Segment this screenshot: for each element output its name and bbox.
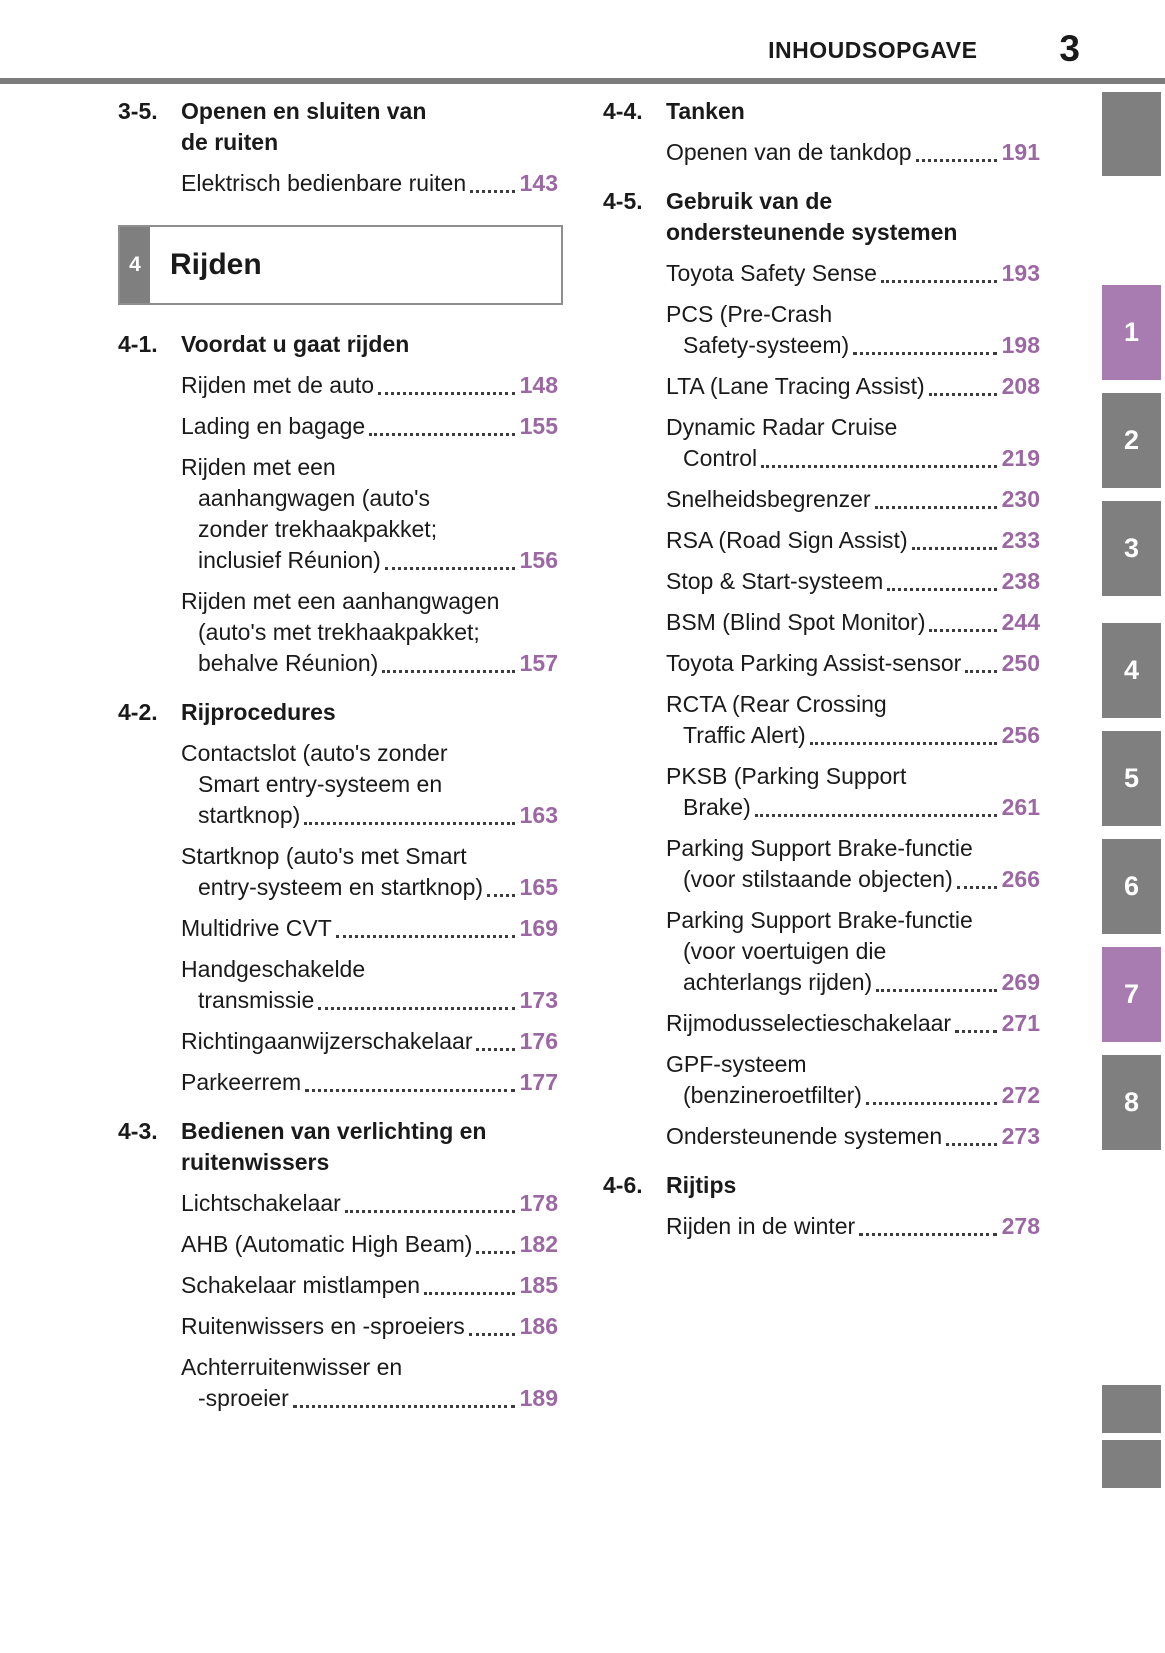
toc-page-number: 198 — [1001, 332, 1040, 358]
toc-entry-last-line — [181, 913, 558, 944]
toc-page-number: 230 — [1001, 486, 1040, 512]
toc-section — [118, 329, 558, 679]
toc-page-number: 261 — [1001, 794, 1040, 820]
toc-entry-text: Parkeerrem — [181, 1069, 302, 1095]
section-entries — [118, 168, 558, 199]
section-title-line: Voordat u gaat rijden — [181, 331, 410, 357]
toc-entry — [666, 1211, 1040, 1242]
toc-page-number: 219 — [1001, 445, 1040, 471]
toc-entry — [181, 586, 558, 679]
toc-entry-text: LTA (Lane Tracing Assist) — [666, 373, 925, 399]
toc-entry — [181, 168, 558, 199]
toc-entry-text: Elektrisch bedienbare ruiten — [181, 170, 467, 196]
toc-page-number: 271 — [1001, 1010, 1040, 1036]
toc-entry — [666, 833, 1040, 895]
toc-entry — [181, 1270, 558, 1301]
toc-page-number: 176 — [519, 1028, 558, 1054]
toc-entry-text: Rijmodusselectieschakelaar — [666, 1010, 952, 1036]
toc-entry — [666, 525, 1040, 556]
section-number: 4-4. — [603, 98, 643, 124]
dot-leader — [912, 547, 997, 550]
toc-page-number: 173 — [519, 987, 558, 1013]
toc-entry-last-line — [181, 648, 558, 679]
toc-entry — [666, 905, 1040, 998]
toc-entry-last-line — [181, 985, 558, 1016]
toc-entry — [181, 411, 558, 442]
toc-entry-last-line — [666, 137, 1040, 168]
toc-section — [603, 186, 1040, 1152]
section-title — [666, 96, 1040, 127]
toc-entry — [181, 1311, 558, 1342]
toc-entry-last-line — [666, 967, 1040, 998]
toc-page-number: 165 — [519, 874, 558, 900]
toc-entry — [666, 566, 1040, 597]
dot-leader — [965, 670, 996, 673]
chapter-tab-5: 5 — [1102, 731, 1161, 826]
toc-entry-text: achterlangs rijden) — [683, 969, 873, 995]
toc-page-number: 266 — [1001, 866, 1040, 892]
toc-entry — [181, 954, 558, 1016]
toc-entry-text: inclusief Réunion) — [198, 547, 381, 573]
toc-entry — [666, 299, 1040, 361]
toc-entry — [181, 1026, 558, 1057]
section-title-line: ondersteunende systemen — [666, 219, 958, 245]
toc-entry-text: startknop) — [198, 802, 301, 828]
toc-entry-last-line — [666, 566, 1040, 597]
toc-entry-text: BSM (Blind Spot Monitor) — [666, 609, 926, 635]
toc-entry-last-line — [181, 1383, 558, 1414]
toc-section — [118, 697, 558, 1098]
toc-right-column — [603, 96, 1040, 1414]
chapter-tab-6: 6 — [1102, 839, 1161, 934]
toc-entry — [181, 370, 558, 401]
dot-leader — [929, 629, 996, 632]
toc-page-number: 178 — [519, 1190, 558, 1216]
toc-entry-line: Rijden met een aanhangwagen — [181, 588, 500, 614]
toc-entry — [181, 452, 558, 576]
toc-entry — [666, 689, 1040, 751]
toc-page-number: 256 — [1001, 722, 1040, 748]
toc-entry — [666, 137, 1040, 168]
toc-entry-text: Brake) — [683, 794, 751, 820]
toc-entry-text: transmissie — [198, 987, 315, 1013]
toc-entry-line: Parking Support Brake-functie — [666, 907, 973, 933]
section-entries — [603, 258, 1040, 1152]
toc-entry-last-line — [666, 607, 1040, 638]
section-title — [666, 1170, 1040, 1201]
toc-entry-text: Openen van de tankdop — [666, 139, 912, 165]
toc-entry-last-line — [666, 258, 1040, 289]
toc-entry-line: Smart entry-systeem en — [198, 771, 443, 797]
toc-entry-line: RCTA (Rear Crossing — [666, 691, 887, 717]
toc-entry-text: Ruitenwissers en -sproeiers — [181, 1313, 465, 1339]
chapter-tab-7: 7 — [1102, 947, 1161, 1042]
toc-entry-last-line — [181, 545, 558, 576]
dot-leader — [293, 1405, 515, 1408]
toc-entry — [181, 1229, 558, 1260]
spine-box-bottom — [1102, 1440, 1161, 1488]
toc-entry-text: RSA (Road Sign Assist) — [666, 527, 908, 553]
toc-entry — [181, 841, 558, 903]
dot-leader — [305, 1089, 514, 1092]
toc-entry-text: behalve Réunion) — [198, 650, 379, 676]
toc-entry — [181, 913, 558, 944]
section-title — [666, 186, 1040, 248]
dot-leader — [378, 392, 515, 395]
toc-entry-text: Schakelaar mistlampen — [181, 1272, 421, 1298]
toc-entry-line: (auto's met trekhaakpakket; — [198, 619, 480, 645]
toc-entry-text: Multidrive CVT — [181, 915, 332, 941]
dot-leader — [755, 814, 997, 817]
toc-entry-text: AHB (Automatic High Beam) — [181, 1231, 473, 1257]
chapter-tab-1: 1 — [1102, 285, 1161, 380]
toc-section — [118, 96, 558, 199]
page-title: INHOUDSOPGAVE — [768, 37, 978, 63]
toc-entry-text: Lading en bagage — [181, 413, 366, 439]
toc-entry-line: zonder trekhaakpakket; — [198, 516, 438, 542]
toc-entry-last-line — [666, 330, 1040, 361]
toc-entry — [666, 484, 1040, 515]
spine-box-bottom — [1102, 1385, 1161, 1433]
toc-entry — [666, 648, 1040, 679]
toc-page-number: 273 — [1001, 1123, 1040, 1149]
section-title-line: de ruiten — [181, 129, 279, 155]
chapter-tab-2: 2 — [1102, 393, 1161, 488]
toc-entry-last-line — [181, 800, 558, 831]
dot-leader — [929, 393, 997, 396]
toc-entry-last-line — [181, 370, 558, 401]
toc-entry-text: -sproeier — [198, 1385, 289, 1411]
section-number: 4-6. — [603, 1172, 643, 1198]
toc-page-number: 156 — [519, 547, 558, 573]
toc-page-number: 208 — [1001, 373, 1040, 399]
toc-entry-last-line — [181, 168, 558, 199]
toc-page-number: 191 — [1001, 139, 1040, 165]
section-entries — [118, 738, 558, 1098]
dot-leader — [853, 352, 996, 355]
toc-entry — [181, 738, 558, 831]
toc-entry-last-line — [666, 1080, 1040, 1111]
toc-entry-text: (benzineroetfilter) — [683, 1082, 862, 1108]
toc-entry-last-line — [666, 484, 1040, 515]
toc-entry-line: Parking Support Brake-functie — [666, 835, 973, 861]
section-title-line: Rijprocedures — [181, 699, 336, 725]
toc-page-number: 155 — [519, 413, 558, 439]
toc-entry-last-line — [666, 371, 1040, 402]
toc-page-number: 272 — [1001, 1082, 1040, 1108]
section-title-line: Gebruik van de — [666, 188, 833, 214]
section-entries — [118, 1188, 558, 1414]
dot-leader — [955, 1030, 997, 1033]
section-entries — [603, 1211, 1040, 1242]
spine-box-top — [1102, 92, 1161, 176]
toc-page-number: 163 — [519, 802, 558, 828]
section-number: 4-2. — [118, 699, 158, 725]
section-title-line: Rijtips — [666, 1172, 737, 1198]
toc-page-number: 185 — [519, 1272, 558, 1298]
toc-page-number: 177 — [519, 1069, 558, 1095]
toc-left-column — [118, 96, 558, 1414]
dot-leader — [385, 567, 515, 570]
toc-entry — [666, 1049, 1040, 1111]
toc-entry-last-line — [666, 1008, 1040, 1039]
header-divider — [0, 78, 1165, 84]
toc-entry — [666, 1121, 1040, 1152]
dot-leader — [424, 1292, 515, 1295]
toc-entry-text: Safety-systeem) — [683, 332, 850, 358]
toc-page-number: 193 — [1001, 260, 1040, 286]
toc-entry-line: Achterruitenwisser en — [181, 1354, 403, 1380]
toc-entry-text: Rijden in de winter — [666, 1213, 856, 1239]
toc-entry-line: aanhangwagen (auto's — [198, 485, 431, 511]
dot-leader — [876, 989, 996, 992]
toc-entry-last-line — [666, 1211, 1040, 1242]
toc-section — [603, 96, 1040, 168]
toc-entry-last-line — [666, 443, 1040, 474]
dot-leader — [304, 822, 514, 825]
section-heading — [603, 96, 1040, 127]
toc-entry-text: Ondersteunende systemen — [666, 1123, 943, 1149]
section-heading — [118, 1116, 558, 1178]
chapter-tab-3: 3 — [1102, 501, 1161, 596]
toc-entry — [181, 1067, 558, 1098]
toc-page-number: 238 — [1001, 568, 1040, 594]
chapter-banner-label: Rijden — [170, 248, 262, 281]
toc-page-number: 143 — [519, 170, 558, 196]
toc-page-number: 157 — [519, 650, 558, 676]
toc-entry — [666, 761, 1040, 823]
toc-entry — [666, 412, 1040, 474]
section-title — [181, 1116, 558, 1178]
dot-leader — [336, 935, 515, 938]
section-number: 4-3. — [118, 1118, 158, 1144]
table-of-contents — [0, 96, 1165, 1414]
toc-entry-text: Rijden met de auto — [181, 372, 375, 398]
section-heading — [118, 96, 558, 158]
dot-leader — [470, 190, 515, 193]
dot-leader — [476, 1048, 514, 1051]
dot-leader — [916, 159, 997, 162]
toc-entry-last-line — [666, 648, 1040, 679]
dot-leader — [318, 1007, 514, 1010]
dot-leader — [957, 886, 997, 889]
section-heading — [118, 329, 558, 360]
toc-section — [118, 1116, 558, 1414]
section-title-line: Bedienen van verlichting en — [181, 1118, 487, 1144]
section-title — [181, 96, 558, 158]
section-heading — [603, 1170, 1040, 1201]
toc-entry-last-line — [666, 792, 1040, 823]
toc-entry-text: Toyota Safety Sense — [666, 260, 877, 286]
section-title-line: Openen en sluiten van — [181, 98, 427, 124]
dot-leader — [761, 465, 996, 468]
page-header — [0, 0, 1165, 78]
toc-entry-line: GPF-systeem — [666, 1051, 807, 1077]
toc-page-number: 169 — [519, 915, 558, 941]
dot-leader — [345, 1210, 515, 1213]
dot-leader — [476, 1251, 514, 1254]
toc-entry-line: Dynamic Radar Cruise — [666, 414, 898, 440]
toc-entry-text: (voor stilstaande objecten) — [683, 866, 953, 892]
toc-entry-last-line — [666, 1121, 1040, 1152]
toc-entry-last-line — [181, 872, 558, 903]
toc-entry-last-line — [181, 1229, 558, 1260]
section-number: 4-1. — [118, 331, 158, 357]
section-title-line: Tanken — [666, 98, 745, 124]
dot-leader — [866, 1102, 997, 1105]
toc-entry — [666, 607, 1040, 638]
toc-entry-last-line — [666, 864, 1040, 895]
section-heading — [603, 186, 1040, 248]
toc-entry-last-line — [181, 1026, 558, 1057]
toc-entry-last-line — [181, 1270, 558, 1301]
toc-section — [603, 1170, 1040, 1242]
toc-entry-last-line — [666, 525, 1040, 556]
toc-page-number: 189 — [519, 1385, 558, 1411]
chapter-tab-8: 8 — [1102, 1055, 1161, 1150]
toc-entry-last-line — [181, 411, 558, 442]
toc-entry-last-line — [666, 720, 1040, 751]
dot-leader — [469, 1333, 515, 1336]
chapter-banner — [118, 225, 563, 305]
toc-entry-text: Snelheidsbegrenzer — [666, 486, 871, 512]
toc-page-number: 148 — [519, 372, 558, 398]
section-entries — [118, 370, 558, 679]
dot-leader — [875, 506, 997, 509]
toc-entry-line: Contactslot (auto's zonder — [181, 740, 448, 766]
toc-entry-line: PKSB (Parking Support — [666, 763, 907, 789]
toc-entry-last-line — [181, 1311, 558, 1342]
toc-page-number: 233 — [1001, 527, 1040, 553]
toc-entry-line: PCS (Pre-Crash — [666, 301, 833, 327]
toc-page-number: 278 — [1001, 1213, 1040, 1239]
section-number: 4-5. — [603, 188, 643, 214]
toc-page-number: 182 — [519, 1231, 558, 1257]
toc-entry-line: Startknop (auto's met Smart — [181, 843, 467, 869]
toc-entry — [666, 371, 1040, 402]
toc-entry — [666, 1008, 1040, 1039]
section-title — [181, 329, 558, 360]
section-entries — [603, 137, 1040, 168]
toc-entry — [181, 1188, 558, 1219]
section-title-line: ruitenwissers — [181, 1149, 330, 1175]
toc-page-number: 250 — [1001, 650, 1040, 676]
dot-leader — [810, 742, 997, 745]
dot-leader — [859, 1233, 996, 1236]
chapter-banner-number: 4 — [120, 227, 150, 303]
page-number: 3 — [1059, 28, 1080, 69]
toc-entry-text: Lichtschakelaar — [181, 1190, 341, 1216]
dot-leader — [369, 433, 514, 436]
section-heading — [118, 697, 558, 728]
toc-page-number: 186 — [519, 1313, 558, 1339]
toc-entry-last-line — [181, 1067, 558, 1098]
toc-entry-text: Stop & Start-systeem — [666, 568, 884, 594]
toc-page-number: 269 — [1001, 969, 1040, 995]
toc-entry-text: Toyota Parking Assist-sensor — [666, 650, 962, 676]
section-title — [181, 697, 558, 728]
dot-leader — [487, 894, 515, 897]
toc-entry-line: (voor voertuigen die — [683, 938, 887, 964]
dot-leader — [382, 670, 514, 673]
dot-leader — [946, 1143, 996, 1146]
toc-entry-text: Richtingaanwijzerschakelaar — [181, 1028, 473, 1054]
chapter-tab-4: 4 — [1102, 623, 1161, 718]
toc-entry-text: Control — [683, 445, 758, 471]
toc-entry — [666, 258, 1040, 289]
dot-leader — [887, 588, 996, 591]
toc-entry-text: entry-systeem en startknop) — [198, 874, 484, 900]
section-number: 3-5. — [118, 98, 158, 124]
dot-leader — [881, 280, 997, 283]
toc-entry — [181, 1352, 558, 1414]
toc-page-number: 244 — [1001, 609, 1040, 635]
toc-entry-line: Rijden met een — [181, 454, 336, 480]
toc-entry-line: Handgeschakelde — [181, 956, 366, 982]
toc-entry-last-line — [181, 1188, 558, 1219]
toc-entry-text: Traffic Alert) — [683, 722, 806, 748]
